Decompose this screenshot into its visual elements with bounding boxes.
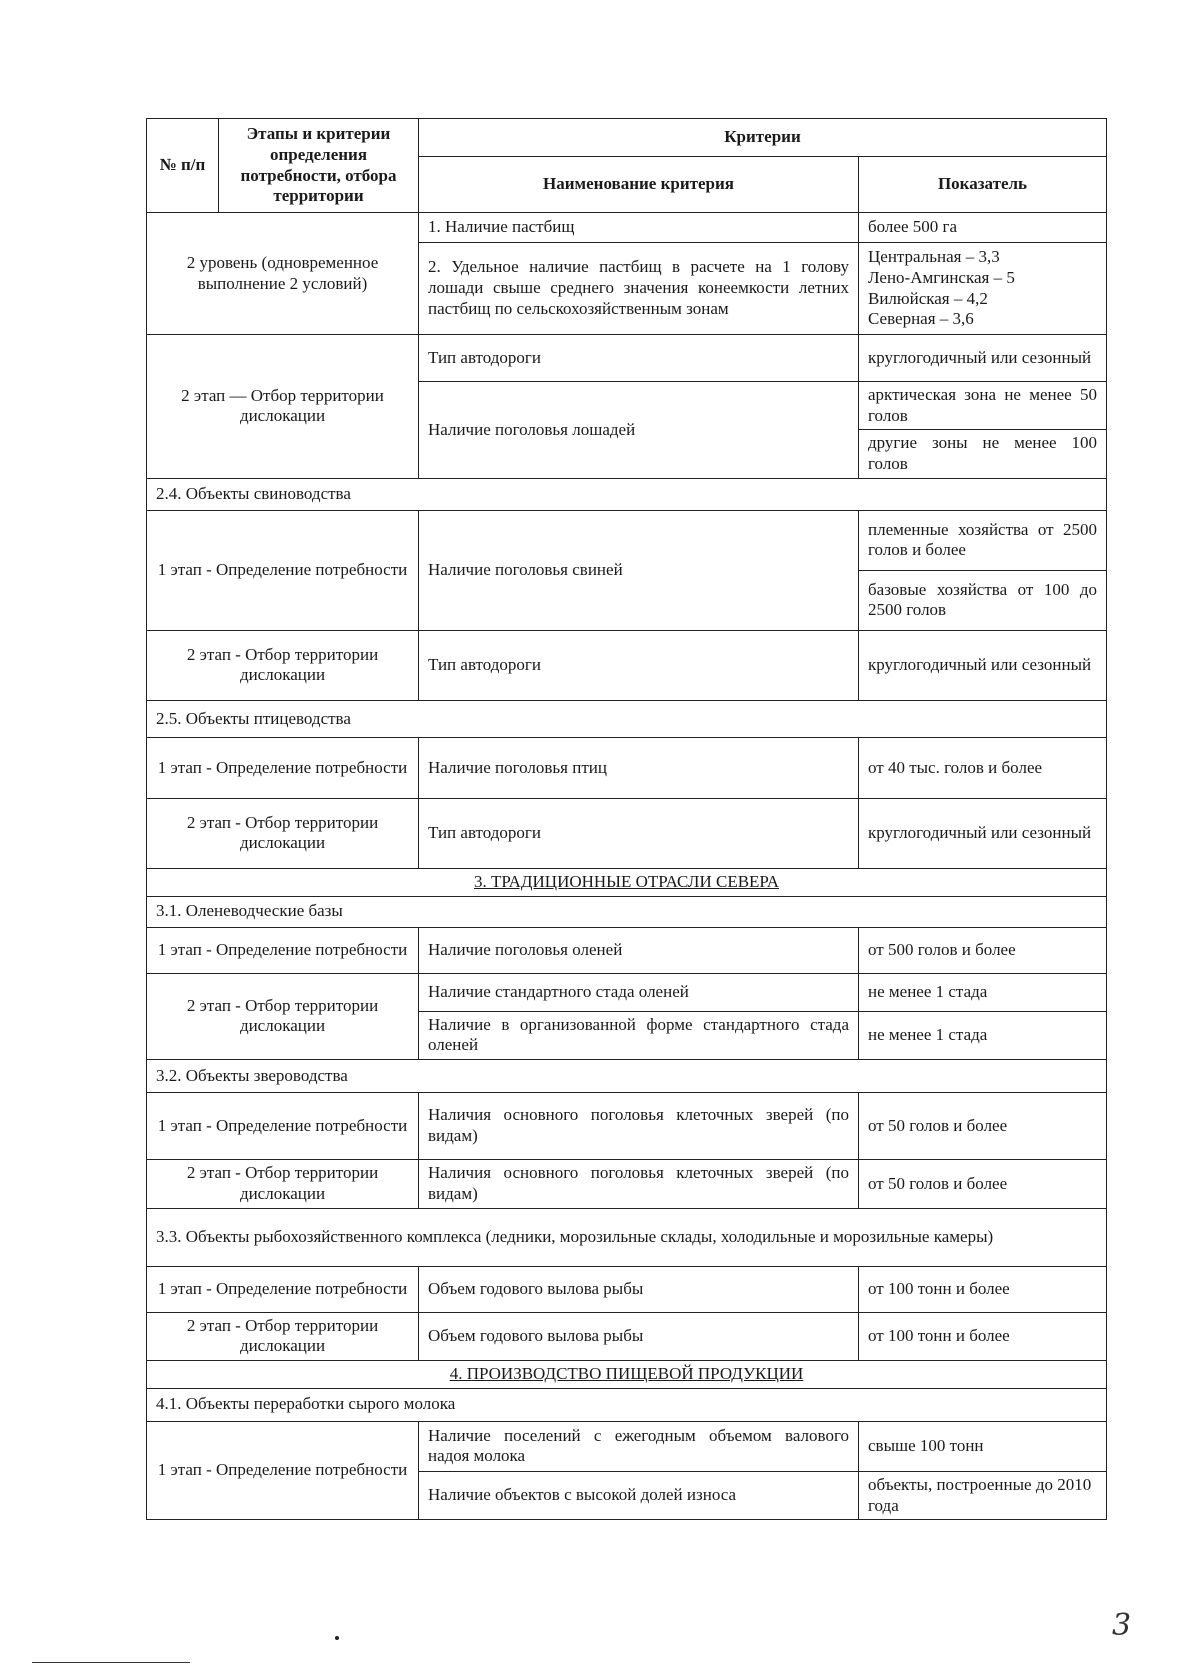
- group-row: [147, 868, 1107, 896]
- indicator-cell: от 50 голов и более: [859, 1160, 1107, 1208]
- table-row: [147, 510, 1107, 570]
- stage-cell: 2 уровень (одновременное выполнение 2 условий): [147, 213, 419, 335]
- indicator-cell: другие зоны не менее 100 голов: [859, 430, 1107, 478]
- zone-vilyui: Вилюйская – 4,2: [868, 288, 988, 308]
- header-criterion-name: Наименование критерия: [419, 157, 859, 213]
- group-row: [147, 1361, 1107, 1389]
- indicator-cell: круглогодичный или сезонный: [859, 630, 1107, 700]
- indicator-cell: от 100 тонн и более: [859, 1266, 1107, 1312]
- table-row: [147, 927, 1107, 973]
- table-row: [147, 213, 1107, 243]
- header-indicator: Показатель: [859, 157, 1107, 213]
- criteria-table: [146, 118, 1107, 1520]
- section-title: 3.3. Объекты рыбохозяйственного комплекса (ледники, морозильные склады, холодильные и морозильные камеры): [147, 1208, 1107, 1266]
- criterion-cell: Наличие объектов с высокой долей износа: [419, 1471, 859, 1519]
- criterion-cell: Тип автодороги: [419, 335, 859, 382]
- criterion-cell: Наличия основного поголовья клеточных зверей (по видам): [419, 1160, 859, 1208]
- section-title: 2.4. Объекты свиноводства: [147, 478, 1107, 510]
- stage-cell: 1 этап - Определение потребности: [147, 737, 419, 798]
- group-title: 4. ПРОИЗВОДСТВО ПИЩЕВОЙ ПРОДУКЦИИ: [147, 1361, 1107, 1389]
- section-row: [147, 1388, 1107, 1421]
- criterion-cell: Объем годового вылова рыбы: [419, 1312, 859, 1360]
- table-row: [147, 973, 1107, 1011]
- indicator-cell: от 100 тонн и более: [859, 1312, 1107, 1360]
- criterion-cell: Объем годового вылова рыбы: [419, 1266, 859, 1312]
- stage-cell: 2 этап — Отбор территории дислокации: [147, 335, 419, 479]
- criterion-cell: Наличие поголовья оленей: [419, 927, 859, 973]
- page-number: 3: [1112, 1608, 1132, 1643]
- stage-cell: 2 этап - Отбор территории дислокации: [147, 1312, 419, 1360]
- indicator-cell: от 500 голов и более: [859, 927, 1107, 973]
- stage-cell: 2 этап - Отбор территории дислокации: [147, 973, 419, 1059]
- indicator-cell: арктическая зона не менее 50 голов: [859, 382, 1107, 430]
- indicator-cell: племенные хозяйства от 2500 голов и более: [859, 510, 1107, 570]
- criterion-cell: 2. Удельное наличие пастбищ в расчете на 1 голову лошади свыше среднего значения конеемкости летних пастбищ по сельскохозяйственным зонам: [419, 243, 859, 335]
- criterion-cell: Наличие поголовья лошадей: [419, 382, 859, 479]
- table-row: [147, 1160, 1107, 1208]
- zone-central: Центральная – 3,3: [868, 247, 1000, 267]
- footer-rule: [32, 1662, 190, 1663]
- stage-cell: 1 этап - Определение потребности: [147, 927, 419, 973]
- section-row: [147, 1208, 1107, 1266]
- indicator-cell: не менее 1 стада: [859, 973, 1107, 1011]
- criterion-cell: Наличие поселений с ежегодным объемом валового надоя молока: [419, 1421, 859, 1471]
- stage-cell: 1 этап - Определение потребности: [147, 510, 419, 630]
- stage-cell: 1 этап - Определение потребности: [147, 1266, 419, 1312]
- indicator-cell: круглогодичный или сезонный: [859, 798, 1107, 868]
- stage-cell: 2 этап - Отбор территории дислокации: [147, 798, 419, 868]
- section-title: 3.2. Объекты звероводства: [147, 1060, 1107, 1093]
- criterion-cell: Наличие в организованной форме стандартного стада оленей: [419, 1011, 859, 1059]
- header-row: [147, 119, 1107, 157]
- scan-speck: [335, 1636, 339, 1640]
- header-criteria: Критерии: [419, 119, 1107, 157]
- criterion-cell: Наличие поголовья птиц: [419, 737, 859, 798]
- stage-cell: 1 этап - Определение потребности: [147, 1093, 419, 1160]
- indicator-cell: объекты, построенные до 2010 года: [859, 1471, 1107, 1519]
- table-row: [147, 630, 1107, 700]
- indicator-cell: не менее 1 стада: [859, 1011, 1107, 1059]
- table-row: [147, 1312, 1107, 1360]
- indicator-cell: базовые хозяйства от 100 до 2500 голов: [859, 570, 1107, 630]
- indicator-cell: от 50 голов и более: [859, 1093, 1107, 1160]
- stage-cell: 1 этап - Определение потребности: [147, 1421, 419, 1519]
- criterion-cell: Наличие поголовья свиней: [419, 510, 859, 630]
- criterion-cell: Наличие стандартного стада оленей: [419, 973, 859, 1011]
- indicator-cell: [859, 243, 1107, 335]
- section-row: [147, 700, 1107, 737]
- zone-north: Северная – 3,6: [868, 309, 974, 329]
- group-title: 3. ТРАДИЦИОННЫЕ ОТРАСЛИ СЕВЕРА: [147, 868, 1107, 896]
- indicator-cell: свыше 100 тонн: [859, 1421, 1107, 1471]
- indicator-cell: от 40 тыс. голов и более: [859, 737, 1107, 798]
- criterion-cell: Тип автодороги: [419, 798, 859, 868]
- table-row: [147, 737, 1107, 798]
- section-title: 3.1. Оленеводческие базы: [147, 896, 1107, 927]
- section-title: 4.1. Объекты переработки сырого молока: [147, 1388, 1107, 1421]
- criterion-cell: Наличия основного поголовья клеточных зверей (по видам): [419, 1093, 859, 1160]
- stage-cell: 2 этап - Отбор территории дислокации: [147, 630, 419, 700]
- section-row: [147, 478, 1107, 510]
- section-row: [147, 1060, 1107, 1093]
- zone-lena-amga: Лено-Амгинская – 5: [868, 267, 1015, 287]
- criterion-cell: 1. Наличие пастбищ: [419, 213, 859, 243]
- table-row: [147, 1266, 1107, 1312]
- table-row: [147, 1421, 1107, 1471]
- indicator-cell: круглогодичный или сезонный: [859, 335, 1107, 382]
- table-row: [147, 1093, 1107, 1160]
- header-stages: Этапы и критерии определения потребности, отбора территории: [219, 119, 419, 213]
- indicator-cell: более 500 га: [859, 213, 1107, 243]
- stage-cell: 2 этап - Отбор территории дислокации: [147, 1160, 419, 1208]
- table-row: [147, 335, 1107, 382]
- section-row: [147, 896, 1107, 927]
- header-num: № п/п: [147, 119, 219, 213]
- section-title: 2.5. Объекты птицеводства: [147, 700, 1107, 737]
- criterion-cell: Тип автодороги: [419, 630, 859, 700]
- table-row: [147, 798, 1107, 868]
